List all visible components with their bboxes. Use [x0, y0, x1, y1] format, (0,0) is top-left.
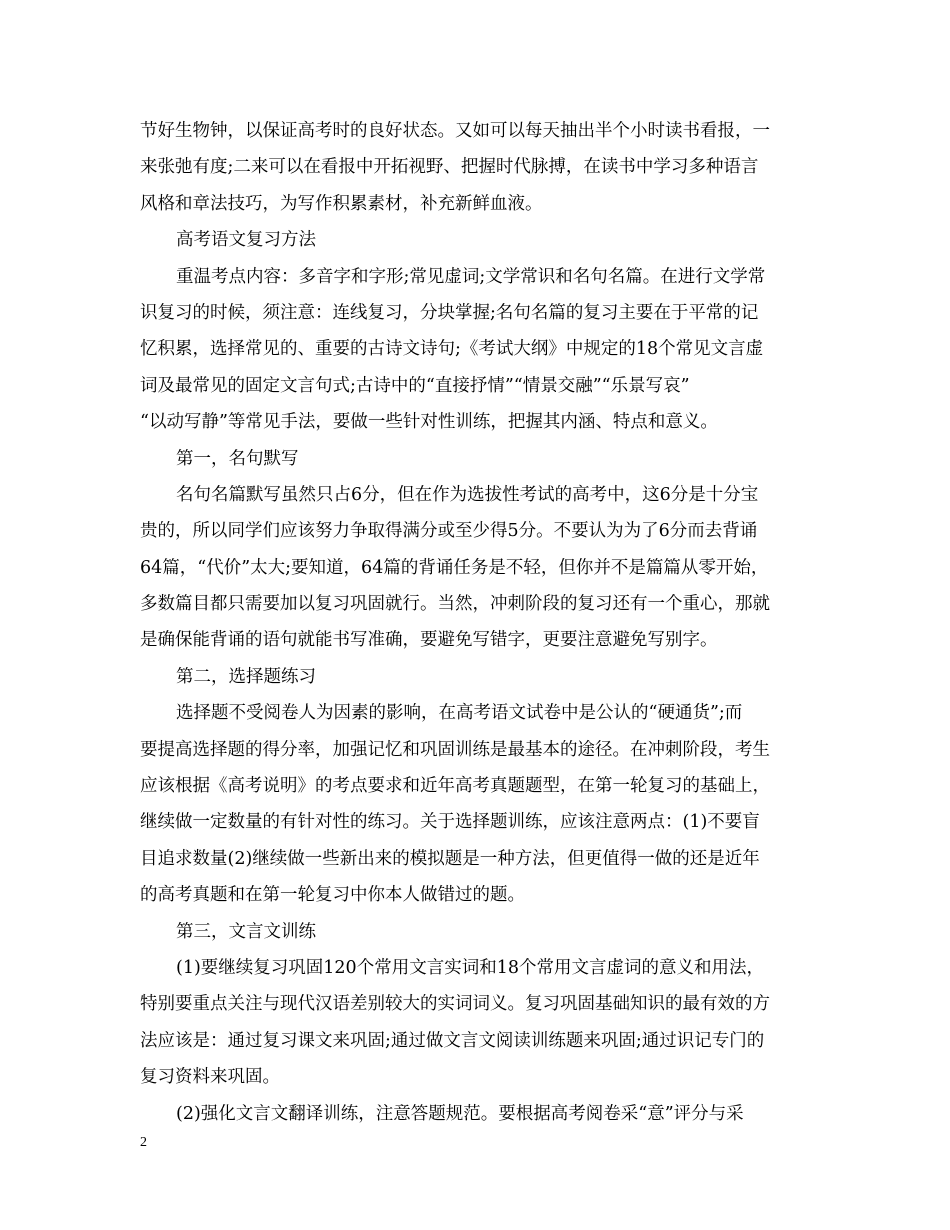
text-line: 多数篇目都只需要加以复习巩固就行。当然，冲刺阶段的复习还有一个重心，那就: [140, 594, 770, 615]
text-line: 词及最常见的固定文言句式;古诗中的“直接抒情”“情景交融”“乐景写哀”: [140, 375, 690, 396]
text-line: 特别要重点关注与现代汉语差别较大的实词词义。复习巩固基础知识的最有效的方: [140, 994, 770, 1015]
text-line: 目追求数量(2)继续做一些新出来的模拟题是一种方法，但更值得一做的还是近年: [140, 848, 760, 869]
text-line: 的高考真题和在第一轮复习中你本人做错过的题。: [140, 885, 525, 906]
text-line: 高考语文复习方法: [176, 230, 316, 251]
text-line: 忆积累，选择常见的、重要的古诗文诗句;《考试大纲》中规定的18个常见文言虚: [140, 339, 764, 360]
text-line: 64篇，“代价”太大;要知道，64篇的背诵任务是不轻，但你并不是篇篇从零开始，: [140, 557, 769, 578]
text-line: 要提高选择题的得分率，加强记忆和巩固训练是最基本的途径。在冲刺阶段，考生: [140, 739, 770, 760]
text-line: 是确保能背诵的语句就能书写准确，要避免写错字，更要注意避免写别字。: [140, 630, 718, 651]
text-line: 第一，名句默写: [176, 448, 299, 469]
text-line: 名句名篇默写虽然只占6分，但在作为选拔性考试的高考中，这6分是十分宝: [176, 484, 759, 505]
text-line: 第二，选择题练习: [176, 666, 316, 687]
document-body: [140, 113, 815, 1132]
text-line: (1)要继续复习巩固120个常用文言实词和18个常用文言虚词的意义和用法，: [176, 957, 764, 978]
text-line: 法应该是：通过复习课文来巩固;通过做文言文阅读训练题来巩固;通过识记专门的: [140, 1030, 765, 1051]
text-line: 贵的，所以同学们应该努力争取得满分或至少得5分。不要认为为了6分而去背诵: [140, 521, 758, 542]
page-number: 2: [140, 1135, 147, 1150]
text-line: 识复习的时候，须注意：连线复习，分块掌握;名句名篇的复习主要在于平常的记: [140, 302, 759, 323]
text-line: 继续做一定数量的有针对性的练习。关于选择题训练，应该注意两点：(1)不要盲: [140, 812, 760, 833]
text-line: 来张弛有度;二来可以在看报中开拓视野、把握时代脉搏，在读书中学习多种语言: [140, 157, 759, 178]
text-line: 选择题不受阅卷人为因素的影响，在高考语文试卷中是公认的“硬通货”;而: [176, 703, 743, 724]
text-line: 应该根据《高考说明》的考点要求和近年高考真题题型，在第一轮复习的基础上，: [140, 776, 770, 797]
text-line: 第三，文言文训练: [176, 921, 316, 942]
text-line: 重温考点内容：多音字和字形;常见虚词;文学常识和名句名篇。在进行文学常: [176, 266, 766, 287]
text-line: (2)强化文言文翻译训练，注意答题规范。要根据高考阅卷采“意”评分与采: [176, 1103, 744, 1124]
text-line: “以动写静”等常见手法，要做一些针对性训练，把握其内涵、特点和意义。: [140, 412, 718, 433]
text-line: 节好生物钟，以保证高考时的良好状态。又如可以每天抽出半个小时读书看报，一: [140, 121, 770, 141]
text-line: 复习资料来巩固。: [140, 1067, 280, 1088]
text-line: 风格和章法技巧，为写作积累素材，补充新鲜血液。: [140, 193, 543, 214]
